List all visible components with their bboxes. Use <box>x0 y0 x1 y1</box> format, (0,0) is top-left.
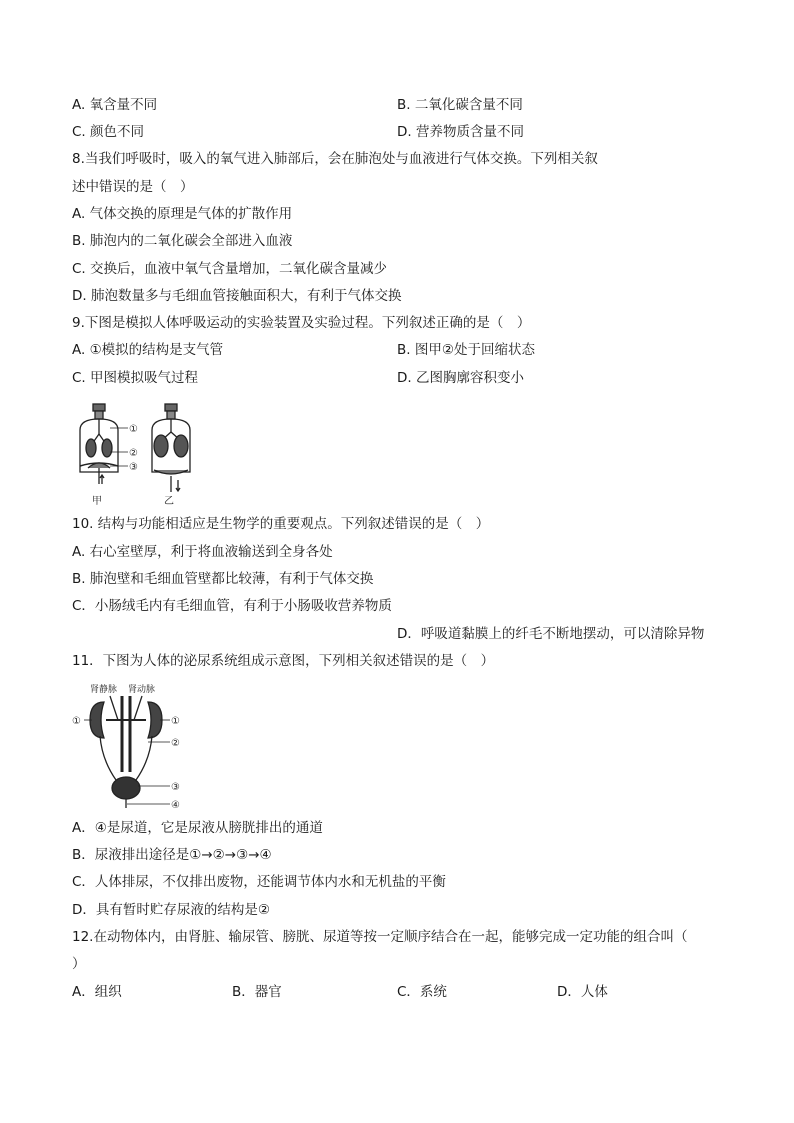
model-label-jia: 甲 <box>92 496 102 507</box>
q9-option-d: D. 乙图胸廓容积变小 <box>397 370 524 386</box>
q9-option-a: A. ①模拟的结构是支气管 <box>72 342 224 358</box>
q11-stem: 11．下图为人体的泌尿系统组成示意图，下列相关叙述错误的是（ ） <box>72 653 495 669</box>
urinary-label-4: ④ <box>171 800 180 811</box>
q12-option-c: C．系统 <box>397 984 447 1000</box>
q10-option-b: B. 肺泡壁和毛细血管壁都比较薄，有利于气体交换 <box>72 571 374 587</box>
model-label-1: ① <box>129 424 138 435</box>
q9-option-c: C. 甲图模拟吸气过程 <box>72 370 199 386</box>
q11-option-c: C．人体排尿，不仅排出废物，还能调节体内水和无机盐的平衡 <box>72 874 446 890</box>
urinary-label-1-right: ① <box>171 716 180 727</box>
q12-option-a: A．组织 <box>72 984 122 1000</box>
q7-option-a: A. 氧含量不同 <box>72 97 158 113</box>
q10-option-c: C．小肠绒毛内有毛细血管，有利于小肠吸收营养物质 <box>72 598 392 614</box>
q12-stem-line1: 12.在动物体内，由肾脏、输尿管、膀胱、尿道等按一定顺序结合在一起，能够完成一定功能的组合叫（ <box>72 929 688 945</box>
q10-option-a: A. 右心室壁厚，利于将血液输送到全身各处 <box>72 544 333 560</box>
model-label-2: ② <box>129 448 138 459</box>
q8-option-a: A. 气体交换的原理是气体的扩散作用 <box>72 206 293 222</box>
urinary-system-figure <box>70 680 190 812</box>
q11-option-a: A．④是尿道，它是尿液从膀胱排出的通道 <box>72 820 323 836</box>
q11-option-b: B．尿液排出途径是①→②→③→④ <box>72 847 272 863</box>
q10-stem: 10. 结构与功能相适应是生物学的重要观点。下列叙述错误的是（ ） <box>72 516 490 532</box>
q11-option-d: D．具有暂时贮存尿液的结构是② <box>72 902 270 918</box>
model-label-yi: 乙 <box>164 496 174 507</box>
breathing-model-figure <box>70 400 210 508</box>
q10-option-d: D．呼吸道黏膜上的纤毛不断地摆动，可以清除异物 <box>397 626 705 642</box>
q12-stem-line2: ） <box>72 956 86 972</box>
model-label-3: ③ <box>129 462 138 473</box>
q8-option-d: D. 肺泡数量多与毛细血管接触面积大，有利于气体交换 <box>72 288 402 304</box>
q7-option-d: D. 营养物质含量不同 <box>397 124 524 140</box>
q7-option-b: B. 二氧化碳含量不同 <box>397 97 523 113</box>
q7-option-c: C. 颜色不同 <box>72 124 145 140</box>
q12-option-b: B．器官 <box>232 984 282 1000</box>
q9-stem: 9.下图是模拟人体呼吸运动的实验装置及实验过程。下列叙述正确的是（ ） <box>72 315 531 331</box>
urinary-label-3: ③ <box>171 782 180 793</box>
bell-jar-yi <box>152 404 190 492</box>
q12-option-d: D．人体 <box>557 984 608 1000</box>
renal-vein-label: 肾静脉 <box>90 685 118 695</box>
renal-artery-label: 肾动脉 <box>128 685 156 695</box>
q8-stem-line2: 述中错误的是（ ） <box>72 179 194 195</box>
bell-jar-jia <box>80 404 118 484</box>
q9-option-b: B. 图甲②处于回缩状态 <box>397 342 535 358</box>
q8-stem-line1: 8.当我们呼吸时，吸入的氧气进入肺部后，会在肺泡处与血液进行气体交换。下列相关叙 <box>72 151 598 167</box>
q8-option-c: C. 交换后，血液中氧气含量增加，二氧化碳含量减少 <box>72 261 388 277</box>
urinary-label-1-left: ① <box>72 716 81 727</box>
urinary-label-2: ② <box>171 738 180 749</box>
q8-option-b: B. 肺泡内的二氧化碳会全部进入血液 <box>72 233 293 249</box>
